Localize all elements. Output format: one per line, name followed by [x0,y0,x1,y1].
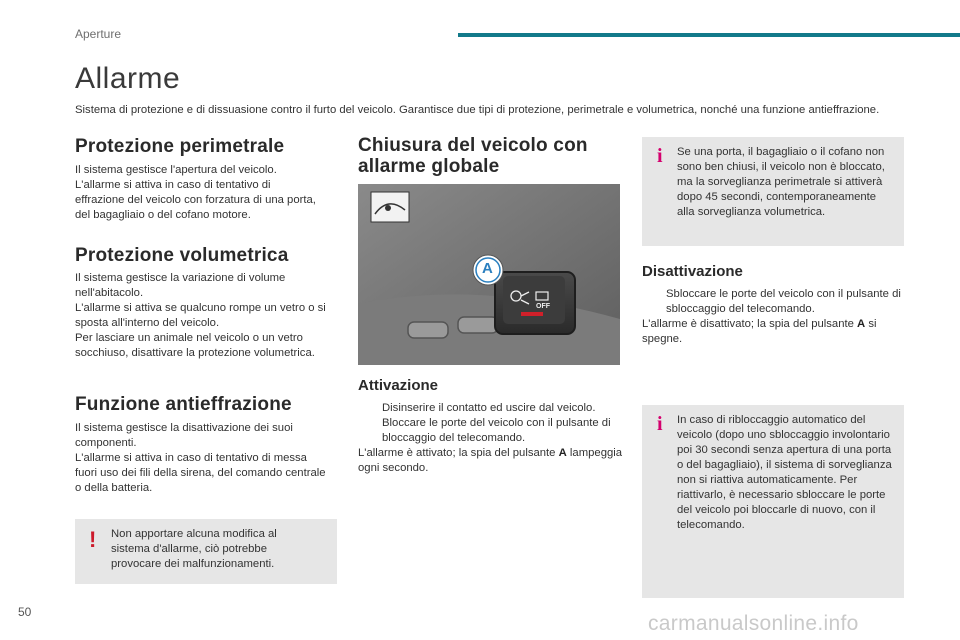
watermark: carmanualsonline.info [648,612,859,635]
checkbox-icon [358,401,382,416]
heading-disattivazione: Disattivazione [642,263,743,280]
attivazione-status-key: A [558,447,567,459]
warning-icon: ! [89,527,97,552]
heading-attivazione: Attivazione [358,377,439,394]
info-note-1-text: Se una porta, il bagagliaio o il cofano non sono ben chiusi, il veicolo non è bloccato, ma la sorveglianza perimetrale si attiverà dopo 45 secondi, contemporaneamente alla sorveglianza volumetrica. [677,146,885,218]
page-number: 50 [18,605,32,619]
attivazione-bullet-1-text: Disinserire il contatto ed uscire dal veicolo. [382,402,596,414]
heading-funzione-antieffrazione: Funzione antieffrazione [75,394,292,415]
header-accent-bar [458,33,960,37]
attivazione-bullet-1 [358,401,623,416]
volumetrica-text-1: Il sistema gestisce la variazione di volume nell'abitacolo. [75,272,286,299]
info-note-2 [642,405,904,598]
attivazione-bullet-2 [358,416,623,446]
disattivazione-status-after: si spegne. [642,318,877,345]
attivazione-status-after: lampeggia ogni secondo. [358,447,623,474]
disattivazione-bullet-1 [642,287,907,317]
heading-protezione-perimetrale: Protezione perimetrale [75,136,285,157]
info-icon: i [657,413,663,435]
info-note-2-text: In caso di ribloccaggio automatico del veicolo (dopo uno sbloccaggio involontario poi 30 secondi senza apertura di una porta o del bagagliaio), il sistema di sorveglianza non si riattiva automaticamente. Per riattivarlo, è necessario sbloccare le porte del veicolo poi bloccarle di nuovo, con il telecomando. [677,414,892,531]
heading-protezione-volumetrica: Protezione volumetrica [75,245,289,266]
antieffrazione-body [75,421,330,496]
attivazione-status [358,446,623,476]
attivazione-body [358,401,623,476]
volumetrica-text-3: Per lasciare un animale nel veicolo o un vetro socchiuso, disattivare la protezione volumetrica. [75,332,315,359]
checkbox-icon [642,287,666,317]
antieffrazione-text-2: L'allarme si attiva in caso di tentativo di messa fuori uso dei fili della sirena, del comando centrale o della batteria. [75,452,326,494]
disattivazione-status-before: L'allarme è disattivato; la spia del pulsante [642,318,854,330]
attivazione-status-before: L'allarme è attivato; la spia del pulsante [358,447,556,459]
volumetrica-text-2: L'allarme si attiva se qualcuno rompe un vetro o si sposta all'interno del veicolo. [75,302,326,329]
antieffrazione-text-1: Il sistema gestisce la disattivazione dei suoi componenti. [75,422,293,449]
heading-chiusura-allarme-globale: Chiusura del veicolo con allarme globale [358,135,588,177]
attivazione-bullet-2-text: Bloccare le porte del veicolo con il pulsante di bloccaggio del telecomando. [382,417,611,444]
alarm-button-photo [358,184,620,365]
disattivazione-status-key: A [857,318,866,330]
photo-off-text: OFF [536,303,550,310]
info-icon: i [657,145,663,167]
perimetrale-text: Il sistema gestisce l'apertura del veicolo. L'allarme si attiva in caso di tentativo di effrazione del veicolo con forzatura di una porta, del bagagliaio o del cofano motore. [75,164,316,221]
disattivazione-bullet-1-text: Sbloccare le porte del veicolo con il pulsante di sbloccaggio del telecomando. [666,288,901,315]
page-title: Allarme [75,62,181,95]
disattivazione-status [642,317,907,347]
volumetrica-body [75,271,337,361]
info-note-1 [642,137,904,246]
disattivazione-body [642,287,907,347]
section-tab: Aperture [75,27,122,41]
photo-button-label: A [482,260,493,277]
warning-note [75,519,337,584]
checkbox-icon [358,416,382,446]
intro-text: Sistema di protezione e di dissuasione contro il furto del veicolo. Garantisce due tipi di protezione, perimetrale e volumetrica, nonché una funzione antieffrazione. [75,104,880,116]
warning-note-text: Non apportare alcuna modifica al sistema d'allarme, ciò potrebbe provocare dei malfunzionamenti. [111,528,277,570]
